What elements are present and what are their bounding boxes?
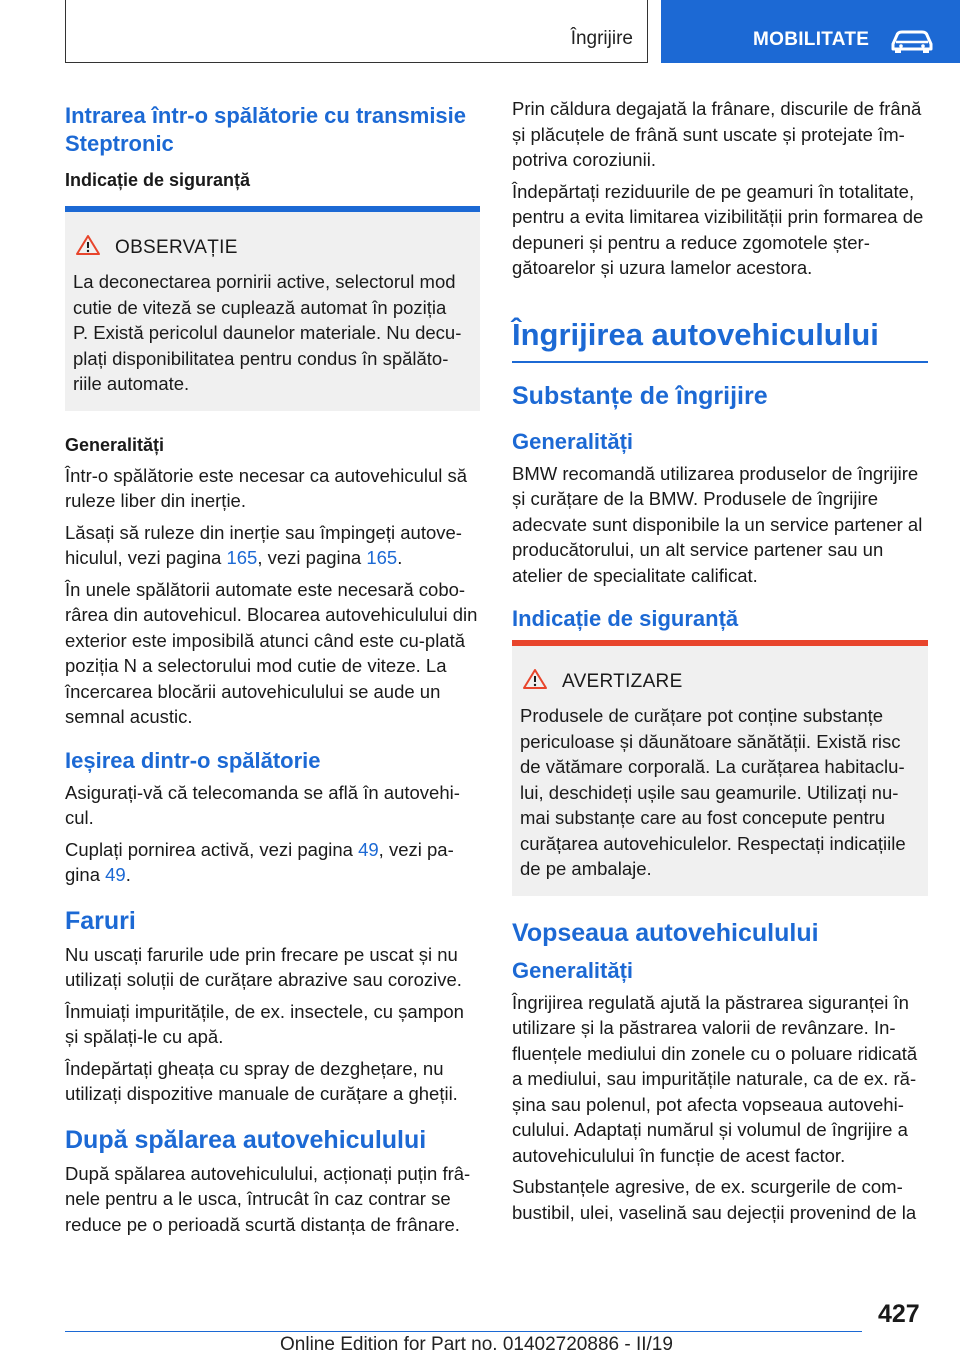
chapter-heading-vehicle-care: Îngrijirea autovehiculului [512,315,928,363]
heading-after-wash: După spălarea autovehiculului [65,1125,427,1154]
notice-box [65,206,480,411]
paragraph: Într-o spălătorie este necesar ca autovehiculul să ruleze liber din inerție. [65,464,468,511]
header-chapter-label: MOBILITATE [753,29,870,50]
heading-safety-note: Indicație de siguranță [65,170,251,190]
paragraph: Îndepărtați reziduurile de pe geamuri în totalitate, pentru a evita limitarea vizibilității prin formarea de depuneri și pentru a reduce zgomotele șter-gătoarelor și uzura lamelor acestora. [512,180,924,278]
paragraph: Îndepărtați gheața cu spray de dezghețare, nu utilizați dispozitive manuale de curățare a gheții. [65,1057,458,1104]
page-number: 427 [878,1300,920,1328]
car-icon [889,28,935,59]
paragraph: BMW recomandă utilizarea produselor de îngrijire și curățare de la BMW. Produsele de îngrijire adecvate sunt disponibile la un service partener al producătorului, un alt service partener sau un atelier de specialitate calificat. [512,462,923,586]
page-link[interactable]: 49 [358,838,379,860]
heading-steptronic-wash: Intrarea într-o spălătorie cu transmisie Steptronic [65,103,467,156]
header-chapter-tab [661,0,960,63]
page-link[interactable]: 165 [226,547,258,568]
heading-safety-note: Indicație de siguranță [512,606,739,631]
page-link[interactable]: 49 [105,864,126,885]
warning-header [512,646,928,699]
heading-exit-wash: Ieșirea dintr-o spălătorie [65,747,321,773]
heading-headlights: Faruri [65,906,136,935]
heading-care-products: Substanțe de îngrijire [512,381,768,410]
footer-divider [65,1331,862,1332]
paragraph: Asigurați-vă că telecomanda se află în autovehi-cul. [65,781,460,828]
notice-header [65,212,480,265]
warning-triangle-icon [75,234,101,261]
paragraph: În unele spălătorii automate este necesară cobo-rârea din autovehicul. Blocarea autovehiculului din exterior este imposibilă atunci când este cu-plată poziția N a selectorului mod cutie de viteze. La încercarea blocării autovehiculului se aude un semnal acustic. [65,578,478,727]
left-column [65,96,480,1243]
header-section-title: Îngrijire [570,28,633,49]
heading-general: Generalități [65,434,165,455]
heading-paint: Vopseaua autovehiculului [512,918,819,947]
paragraph-with-links: Cuplați pornirea activă, vezi pagina 49, vezi pa-gina 49. [65,838,454,885]
right-column [512,96,928,1231]
notice-body [65,265,480,397]
warning-triangle-icon [522,668,548,695]
paragraph: Înmuiați impuritățile, de ex. insectele, cu șampon și spălați-le cu apă. [65,1000,464,1047]
page-link[interactable]: 165 [366,547,398,568]
heading-general: Generalități [512,428,634,454]
header-section-box [65,0,648,63]
warning-text: Produsele de curățare pot conține substanțe periculoase și dăunătoare sănătății. Există risc de vătămare corporală. La curățarea habitaclu-lui, deschideți ușile sau geamurile. Utilizați nu-mai substanțe care au fost concepute pentru curățarea autovehiculelor. Respectați indicațiile de pe ambalaje. [520,705,906,879]
paragraph: Îngrijirea regulată ajută la păstrarea siguranței în utilizare și la păstrarea valorii de revânzare. In-fluențele mediului din zonele cu o poluare ridicată a mediului, sau impuritățile naturale, ca de ex. ră-șina sau polenul, pot afecta vopseaua autovehi-culului. Adaptați numărul și volumul de îngrijire a autovehiculului în funcție de acest factor. [512,991,918,1166]
paragraph: După spălarea autovehiculului, acționați puțin frâ-nele pentru a le usca, întrucât în caz contrar se reduce pe o perioadă scurtă distanța de frânare. [65,1162,471,1235]
footer-edition: Online Edition for Part no. 01402720886 - II/19 [280,1334,673,1355]
paragraph-with-links: Lăsați să ruleze din inerție sau împingeți autove-hiculul, vezi pagina 165, vezi pagina 165. [65,521,462,568]
notice-title: OBSERVAȚIE [115,236,238,258]
paragraph: Substanțele agresive, de ex. scurgerile de com-bustibil, ulei, vaselină sau dejecții provenind de la [512,1176,917,1223]
warning-title: AVERTIZARE [562,670,683,692]
heading-general: Generalități [512,957,634,983]
paragraph: Nu uscați farurile ude prin frecare pe uscat și nu utilizați soluții de curățare abrazive sau corozive. [65,943,462,990]
notice-text: La deconectarea pornirii active, selectorul mod cutie de viteză se cuplează automat în poziția P. Există pericolul daunelor materiale. Nu decu-plați disponibilitatea pentru condus în spălăto-riile automate. [73,271,462,394]
paragraph: Prin căldura degajată la frânare, discurile de frână și plăcuțele de frână sunt uscate și protejate îm-potriva coroziunii. [512,98,922,170]
warning-body [512,699,928,882]
warning-box [512,640,928,896]
